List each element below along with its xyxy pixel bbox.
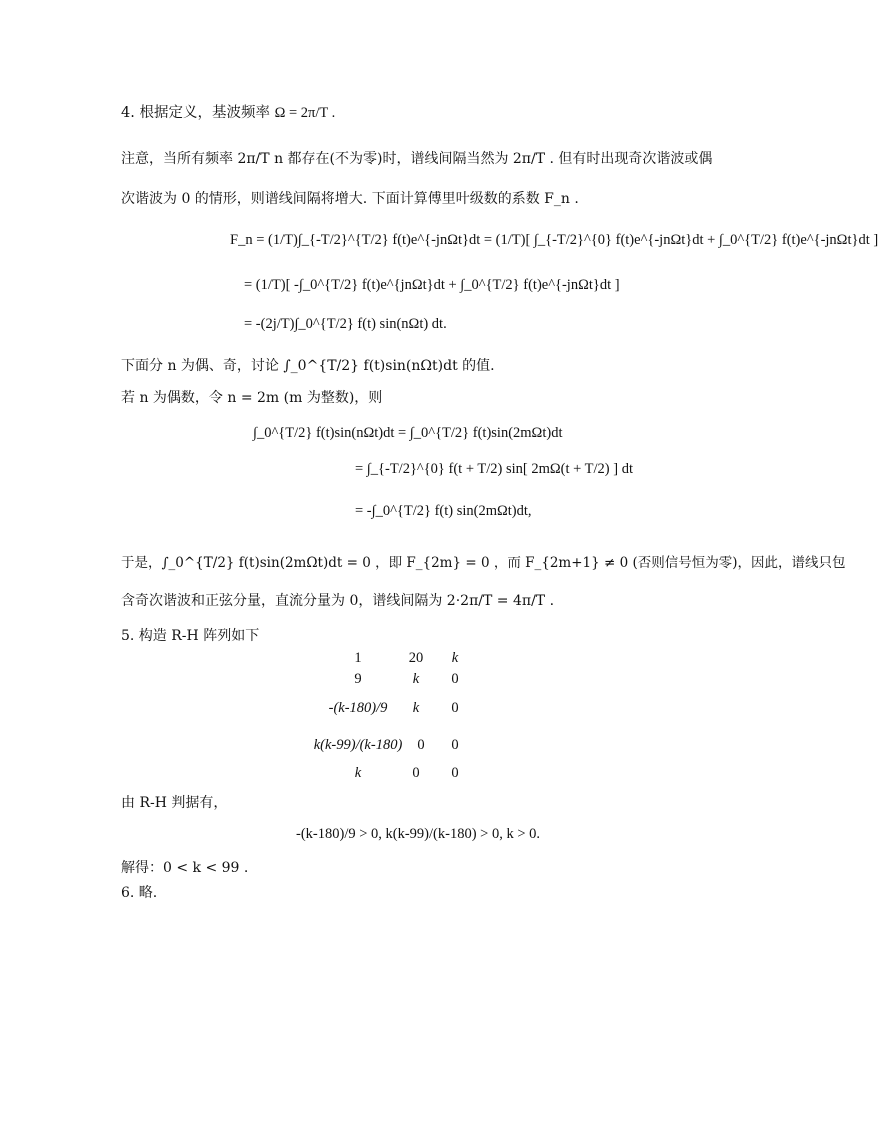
item4-label: 4. 根据定义，基波频率 [121, 105, 270, 121]
even-derivation-line2: = ∫_{-T/2}^{0} f(t + T/2) sin[ 2mΩ(t + T/2) ] dt [355, 461, 633, 477]
conclusion-line1: 于是，∫_0^{T/2} f(t)sin(2mΩt)dt = 0 ，即 F_{2m} = 0 ，而 F_{2m+1} ≠ 0 (否则信号恒为零)，因此，谱线只包 [121, 555, 846, 571]
rh-cell: k [412, 700, 420, 716]
rh-cell: k [451, 650, 459, 666]
item5-label: 5. 构造 R-H 阵列如下 [121, 628, 260, 644]
rh-cell: 0 [451, 700, 459, 716]
even-case-intro: 若 n 为偶数，令 n = 2m (m 为整数)，则 [121, 390, 383, 406]
rh-cell: k [412, 671, 420, 687]
criterion-intro: 由 R-H 判据有， [121, 795, 228, 811]
fundamental-frequency-formula: Ω = 2π/T . [274, 105, 336, 121]
even-derivation-line1: ∫_0^{T/2} f(t)sin(nΩt)dt = ∫_0^{T/2} f(t)sin(2mΩt)dt [253, 425, 563, 441]
solution-line: 解得：0 < k < 99 . [121, 860, 249, 876]
rh-cell: 0 [451, 765, 459, 781]
rh-cell: 0 [417, 737, 425, 753]
conclusion-line2: 含奇次谐波和正弦分量，直流分量为 0，谱线间隔为 2·2π/T = 4π/T . [121, 593, 555, 609]
item4-note-line2: 次谐波为 0 的情形，则谱线间隔将增大. 下面计算傅里叶级数的系数 F_n . [121, 191, 579, 207]
even-derivation-line3: = -∫_0^{T/2} f(t) sin(2mΩt)dt, [355, 503, 532, 519]
rh-cell: 1 [354, 650, 362, 666]
item4-note-line1: 注意，当所有频率 2π/T n 都存在(不为零)时，谱线间隔当然为 2π/T . 但有时出现奇次谐波或偶 [121, 151, 713, 167]
item6-label: 6. 略. [121, 885, 158, 901]
rh-cell: 0 [451, 737, 459, 753]
rh-cell: 0 [451, 671, 459, 687]
parity-intro: 下面分 n 为偶、奇，讨论 ∫_0^{T/2} f(t)sin(nΩt)dt 的值. [121, 358, 495, 374]
rh-cell: 0 [412, 765, 420, 781]
rh-conditions: -(k-180)/9 > 0, k(k-99)/(k-180) > 0, k > 0. [296, 826, 541, 842]
fn-derivation-line2: = (1/T)[ -∫_0^{T/2} f(t)e^{jnΩt}dt + ∫_0^{T/2} f(t)e^{-jnΩt}dt ] [244, 277, 620, 293]
rh-cell: 9 [354, 671, 362, 687]
rh-cell: k [354, 765, 362, 781]
fn-derivation-line1: F_n = (1/T)∫_{-T/2}^{T/2} f(t)e^{-jnΩt}dt = (1/T)[ ∫_{-T/2}^{0} f(t)e^{-jnΩt}dt + ∫_0^{T/2} f(t)e^{-jnΩt}dt ] [230, 232, 878, 248]
rh-cell: 20 [408, 650, 424, 666]
fn-derivation-line3: = -(2j/T)∫_0^{T/2} f(t) sin(nΩt) dt. [244, 316, 447, 332]
item4-heading [121, 104, 335, 122]
rh-cell: -(k-180)/9 [328, 700, 388, 716]
rh-cell: k(k-99)/(k-180) [313, 737, 403, 753]
